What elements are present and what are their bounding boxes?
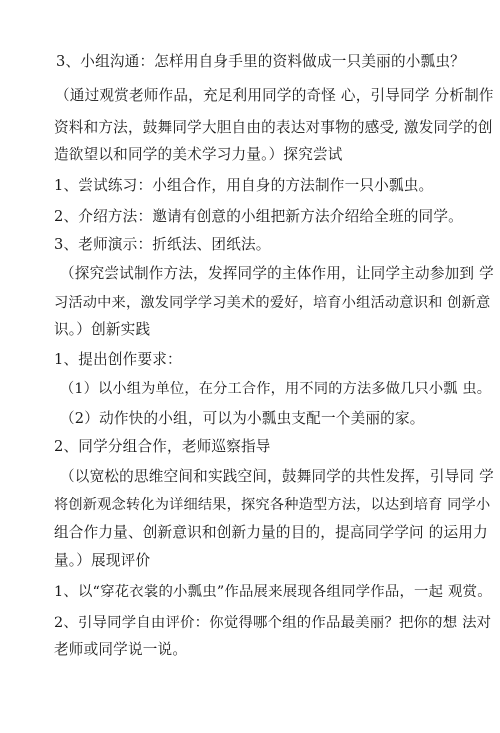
text-line-5: 1、尝试练习：小组合作，用自身的方法制作一只小瓢虫。 bbox=[54, 177, 434, 194]
text-line-11: 1、提出创作要求： bbox=[54, 351, 182, 368]
text-line-15: （以宽松的思维空间和实践空间，鼓舞同学的共性发挥，引导同 学 bbox=[60, 468, 494, 485]
text-line-3: 资料和方法，鼓舞同学大胆自由的表达对事物的感受, 激发同学的创 bbox=[54, 119, 493, 136]
text-line-21: 老师或同学说一说。 bbox=[54, 641, 188, 658]
text-line-10: 识。）创新实践 bbox=[54, 321, 151, 338]
text-line-6: 2、介绍方法：邀请有创意的小组把新方法介绍给全班的同学。 bbox=[54, 208, 463, 225]
text-line-20: 2、引导同学自由评价：你觉得哪个组的作品最美丽？把你的想 法对 bbox=[54, 615, 492, 631]
text-line-9: 习活动中来，激发同学学习美术的爱好，培育小组活动意识和 创新意 bbox=[54, 295, 491, 311]
text-line-7: 3、老师演示：折纸法、团纸法。 bbox=[54, 236, 271, 253]
text-line-12: （1）以小组为单位，在分工合作，用不同的方法多做几只小瓢 虫。 bbox=[60, 381, 492, 397]
text-line-14: 2、同学分组合作，老师巡察指导 bbox=[54, 438, 271, 455]
text-line-19: 1、以“穿花衣裳的小瓢虫”作品展来展现各组同学作品，一起 观赏。 bbox=[54, 584, 492, 600]
text-line-8: （探究尝试制作方法，发挥同学的主体作用，让同学主动参加到 学 bbox=[60, 265, 494, 282]
text-line-16: 将创新观念转化为详细结果，探究各种造型方法，以达到培育 同学小 bbox=[54, 497, 491, 513]
text-line-17: 组合作力量、创新意识和创新力量的目的，提高同学学问 的运用力 bbox=[54, 524, 488, 541]
text-line-13: （2）动作快的小组，可以为小瓢虫支配一个美丽的家。 bbox=[60, 410, 425, 427]
text-line-18: 量。）展现评价 bbox=[54, 552, 151, 569]
text-line-4: 造欲望以和同学的美术学习力量。）探究尝试 bbox=[54, 146, 343, 163]
text-line-1: 3、小组沟通：怎样用自身手里的资料做成一只美丽的小瓢虫？ bbox=[56, 53, 465, 70]
text-line-2: （通过观赏老师作品，充足利用同学的奇怪 心，引导同学 分析制作 bbox=[55, 87, 494, 104]
